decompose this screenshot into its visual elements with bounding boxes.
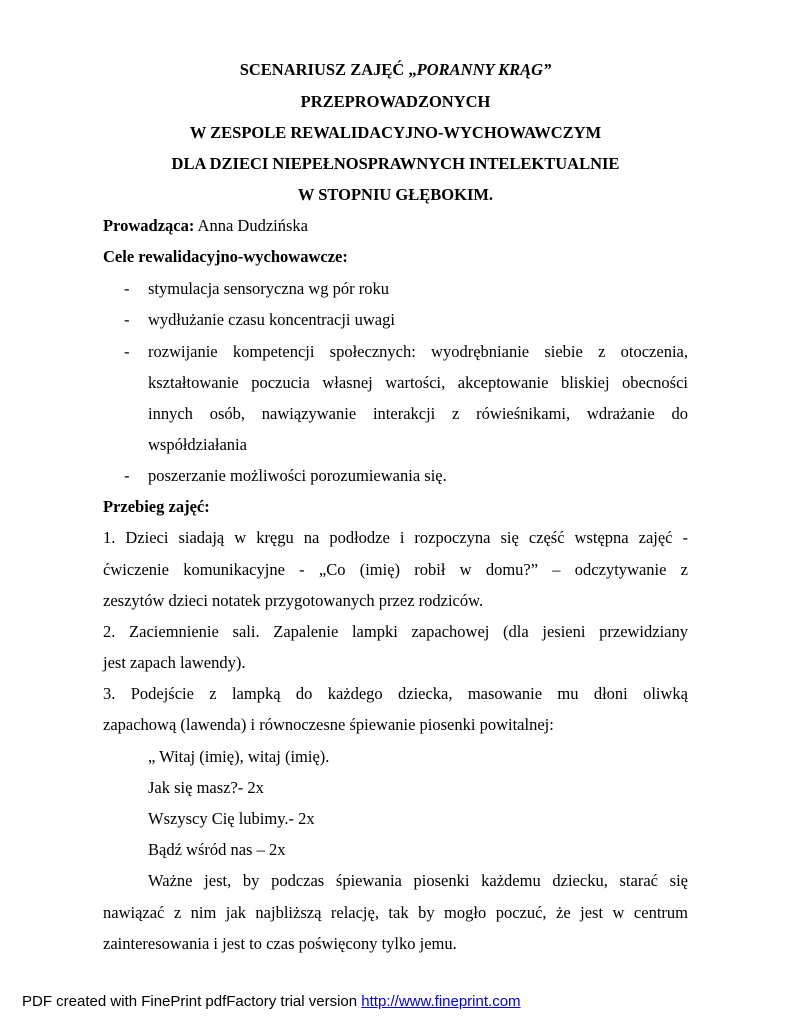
bullet-dash: - [124,342,130,361]
goal-item-3-line-4: współdziałania [148,435,247,454]
note-line-3: zainteresowania i jest to czas poświęcony tylko jemu. [103,934,457,953]
step-3-line-1: 3. Podejście z lampką do każdego dziecka, masowanie mu dłoni oliwką [103,684,688,703]
song-line-4: Bądź wśród nas – 2x [148,840,286,859]
goal-item-3-line-1: rozwijanie kompetencji społecznych: wyodrębnianie siebie z otoczenia, [148,342,688,361]
goal-item-3-line-3: innych osób, nawiązywanie interakcji z rówieśnikami, wdrażanie do [148,404,688,423]
goals-heading: Cele rewalidacyjno-wychowawcze: [103,247,348,266]
step-1-line-1: 1. Dzieci siadają w kręgu na podłodze i rozpoczyna się część wstępna zajęć - [103,528,688,547]
bullet-dash: - [124,466,130,485]
course-heading: Przebieg zajęć: [103,497,210,516]
pdf-footer [22,993,521,1010]
doc-title-line-5: W STOPNIU GŁĘBOKIM. [297,185,494,204]
doc-title-line-1 [0,60,791,80]
goal-item-4: poszerzanie możliwości porozumiewania się. [148,466,447,485]
note-line-2: nawiązać z nim jak najbliższą relację, tak by mogło poczuć, że jest w centrum [103,903,688,922]
song-line-3: Wszyscy Cię lubimy.- 2x [148,809,315,828]
step-2-line-2: jest zapach lawendy). [103,653,246,672]
footer-link[interactable]: http://www.fineprint.com [361,993,521,1010]
leader-line [103,216,308,236]
goal-item-2: wydłużanie czasu koncentracji uwagi [148,310,395,329]
title-prefix: SCENARIUSZ ZAJĘĆ „ [239,60,417,79]
step-3-line-2: zapachową (lawenda) i równoczesne śpiewanie piosenki powitalnej: [103,715,554,734]
leader-label: Prowadząca: [103,216,195,235]
song-line-1: „ Witaj (imię), witaj (imię). [148,747,330,766]
goal-item-3-line-2: kształtowanie poczucia własnej wartości, akceptowanie bliskiej obecności [148,373,688,392]
step-2-line-1: 2. Zaciemnienie sali. Zapalenie lampki zapachowej (dla jesieni przewidziany [103,622,688,641]
leader-name: Anna Dudzińska [194,216,308,235]
bullet-dash: - [124,279,130,298]
footer-text: PDF created with FinePrint pdfFactory trial version [22,993,362,1010]
step-1-line-3: zeszytów dzieci notatek przygotowanych przez rodziców. [103,591,484,610]
song-line-2: Jak się masz?- 2x [148,778,264,797]
note-line-1: Ważne jest, by podczas śpiewania piosenki każdemu dziecku, starać się [148,871,688,890]
doc-title-line-3: W ZESPOLE REWALIDACYJNO-WYCHOWAWCZYM [189,123,602,142]
title-italic: PORANNY KRĄG” [416,60,552,79]
bullet-dash: - [124,310,130,329]
step-1-line-2: ćwiczenie komunikacyjne - „Co (imię) robił w domu?” – odczytywanie z [103,560,688,579]
doc-title-line-4: DLA DZIECI NIEPEŁNOSPRAWNYCH INTELEKTUALNIE [171,154,620,173]
goal-item-1: stymulacja sensoryczna wg pór roku [148,279,390,298]
doc-title-line-2: PRZEPROWADZONYCH [300,92,491,111]
